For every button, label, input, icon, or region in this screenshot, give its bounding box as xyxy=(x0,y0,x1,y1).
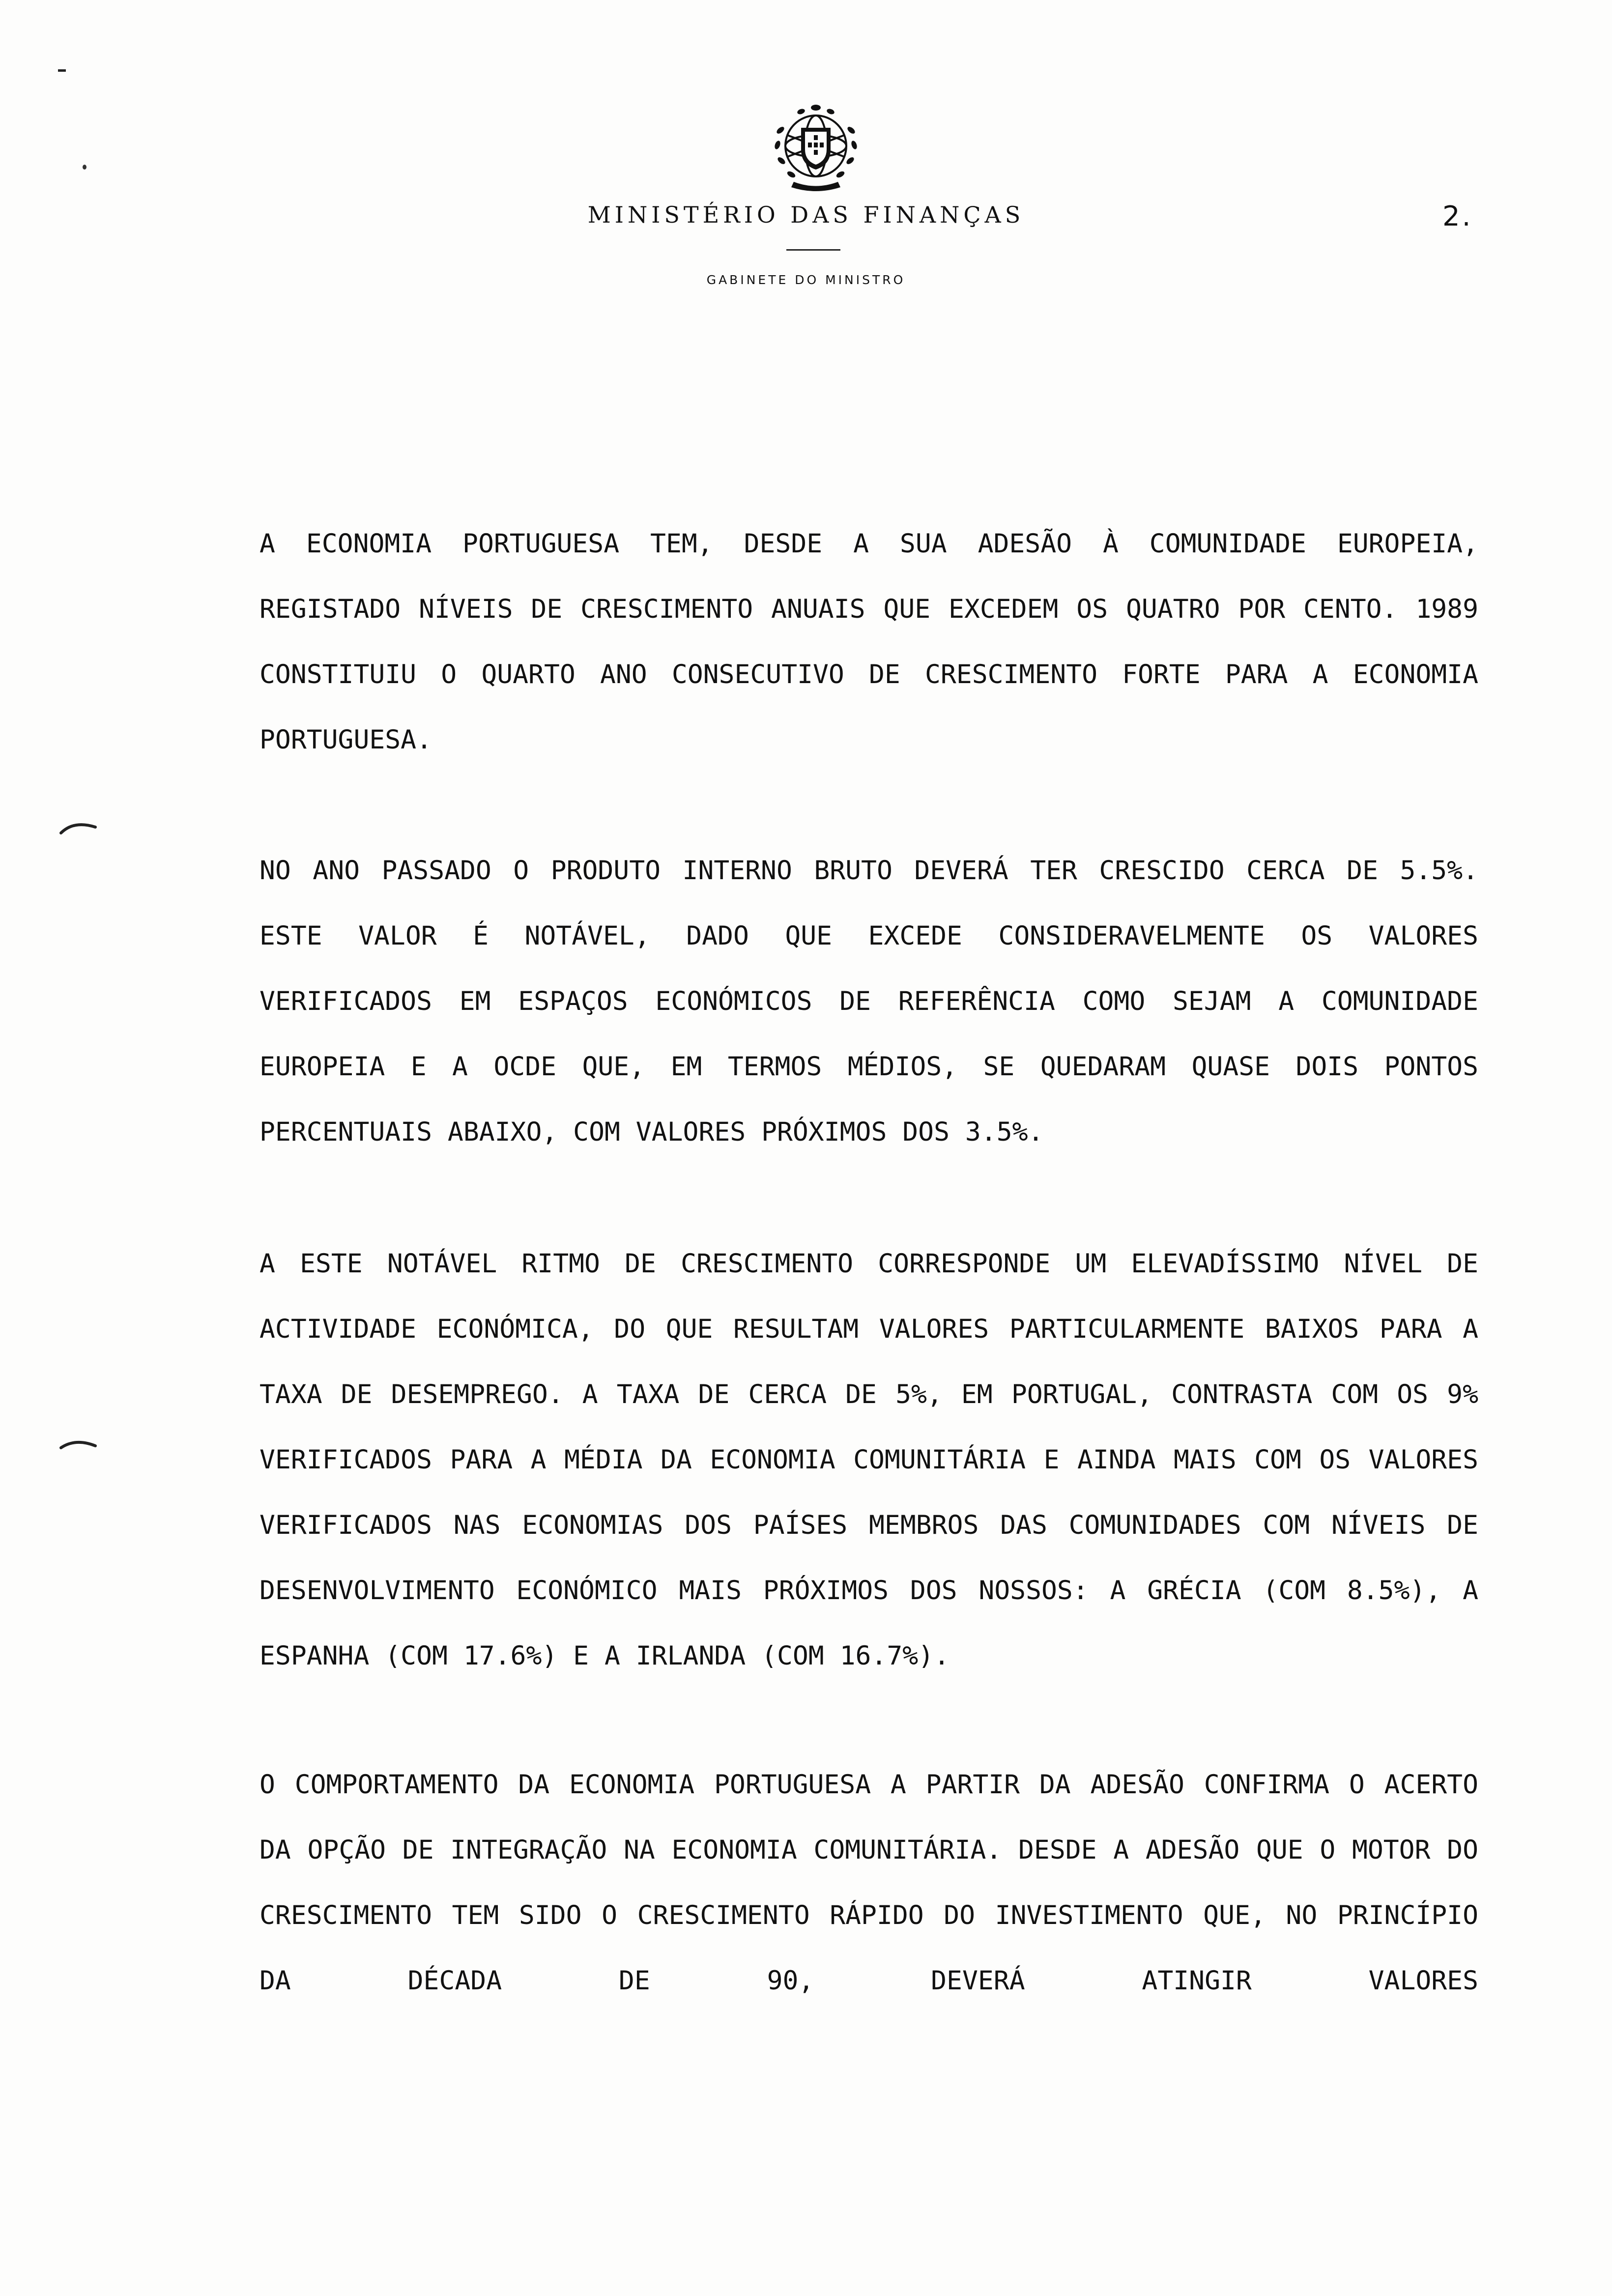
margin-dash-mark xyxy=(58,69,66,72)
margin-arc-mark xyxy=(59,1435,98,1455)
ministry-title: MINISTÉRIO DAS FINANÇAS xyxy=(587,201,1025,228)
coat-of-arms-icon xyxy=(767,101,865,194)
paragraph: A ECONOMIA PORTUGUESA TEM, DESDE A SUA ADESÃO À COMUNIDADE EUROPEIA, REGISTADO NÍVEIS DE CRESCIMENTO ANUAIS QUE EXCEDEM OS QUATRO POR CENTO. 1989 CONSTITUIU O QUARTO ANO CONSECUTIVO DE CRESCIMENTO FORTE PARA A ECONOMIA PORTUGUESA. xyxy=(259,529,1478,755)
margin-dot-mark xyxy=(83,165,86,170)
margin-arc-mark xyxy=(59,818,98,838)
paragraph-block xyxy=(259,1231,1478,1689)
paragraph: A ESTE NOTÁVEL RITMO DE CRESCIMENTO CORRESPONDE UM ELEVADÍSSIMO NÍVEL DE ACTIVIDADE ECONÓMICA, DO QUE RESULTAM VALORES PARTICULARMENTE BAIXOS PARA A TAXA DE DESEMPREGO. A TAXA DE CERCA DE 5%, EM PORTUGAL, CONTRASTA COM OS 9% VERIFICADOS PARA A MÉDIA DA ECONOMIA COMUNITÁRIA E AINDA MAIS COM OS VALORES VERIFICADOS NAS ECONOMIAS DOS PAÍSES MEMBROS DAS COMUNIDADES COM NÍVEIS DE DESENVOLVIMENTO ECONÓMICO MAIS PRÓXIMOS DOS NOSSOS: A GRÉCIA (COM 8.5%), A ESPANHA (COM 17.6%) E A IRLANDA (COM 16.7%). xyxy=(259,1249,1478,1671)
cabinet-subtitle: GABINETE DO MINISTRO xyxy=(706,273,906,287)
paragraph: NO ANO PASSADO O PRODUTO INTERNO BRUTO DEVERÁ TER CRESCIDO CERCA DE 5.5%. ESTE VALOR É NOTÁVEL, DADO QUE EXCEDE CONSIDERAVELMENTE OS VALORES VERIFICADOS EM ESPAÇOS ECONÓMICOS DE REFERÊNCIA COMO SEJAM A COMUNIDADE EUROPEIA E A OCDE QUE, EM TERMOS MÉDIOS, SE QUEDARAM QUASE DOIS PONTOS PERCENTUAIS ABAIXO, COM VALORES PRÓXIMOS DOS 3.5%. xyxy=(259,856,1478,1147)
page-number: 2. xyxy=(1442,201,1473,232)
paragraph-block xyxy=(259,1752,1478,2013)
paragraph-block xyxy=(259,511,1478,773)
paragraph: O COMPORTAMENTO DA ECONOMIA PORTUGUESA A PARTIR DA ADESÃO CONFIRMA O ACERTO DA OPÇÃO DE INTEGRAÇÃO NA ECONOMIA COMUNITÁRIA. DESDE A ADESÃO QUE O MOTOR DO CRESCIMENTO TEM SIDO O CRESCIMENTO RÁPIDO DO INVESTIMENTO QUE, NO PRINCÍPIO DA DÉCADA DE 90, DEVERÁ ATINGIR VALORES xyxy=(259,1770,1478,1996)
header-divider xyxy=(786,249,840,251)
paragraph-block xyxy=(259,838,1478,1165)
